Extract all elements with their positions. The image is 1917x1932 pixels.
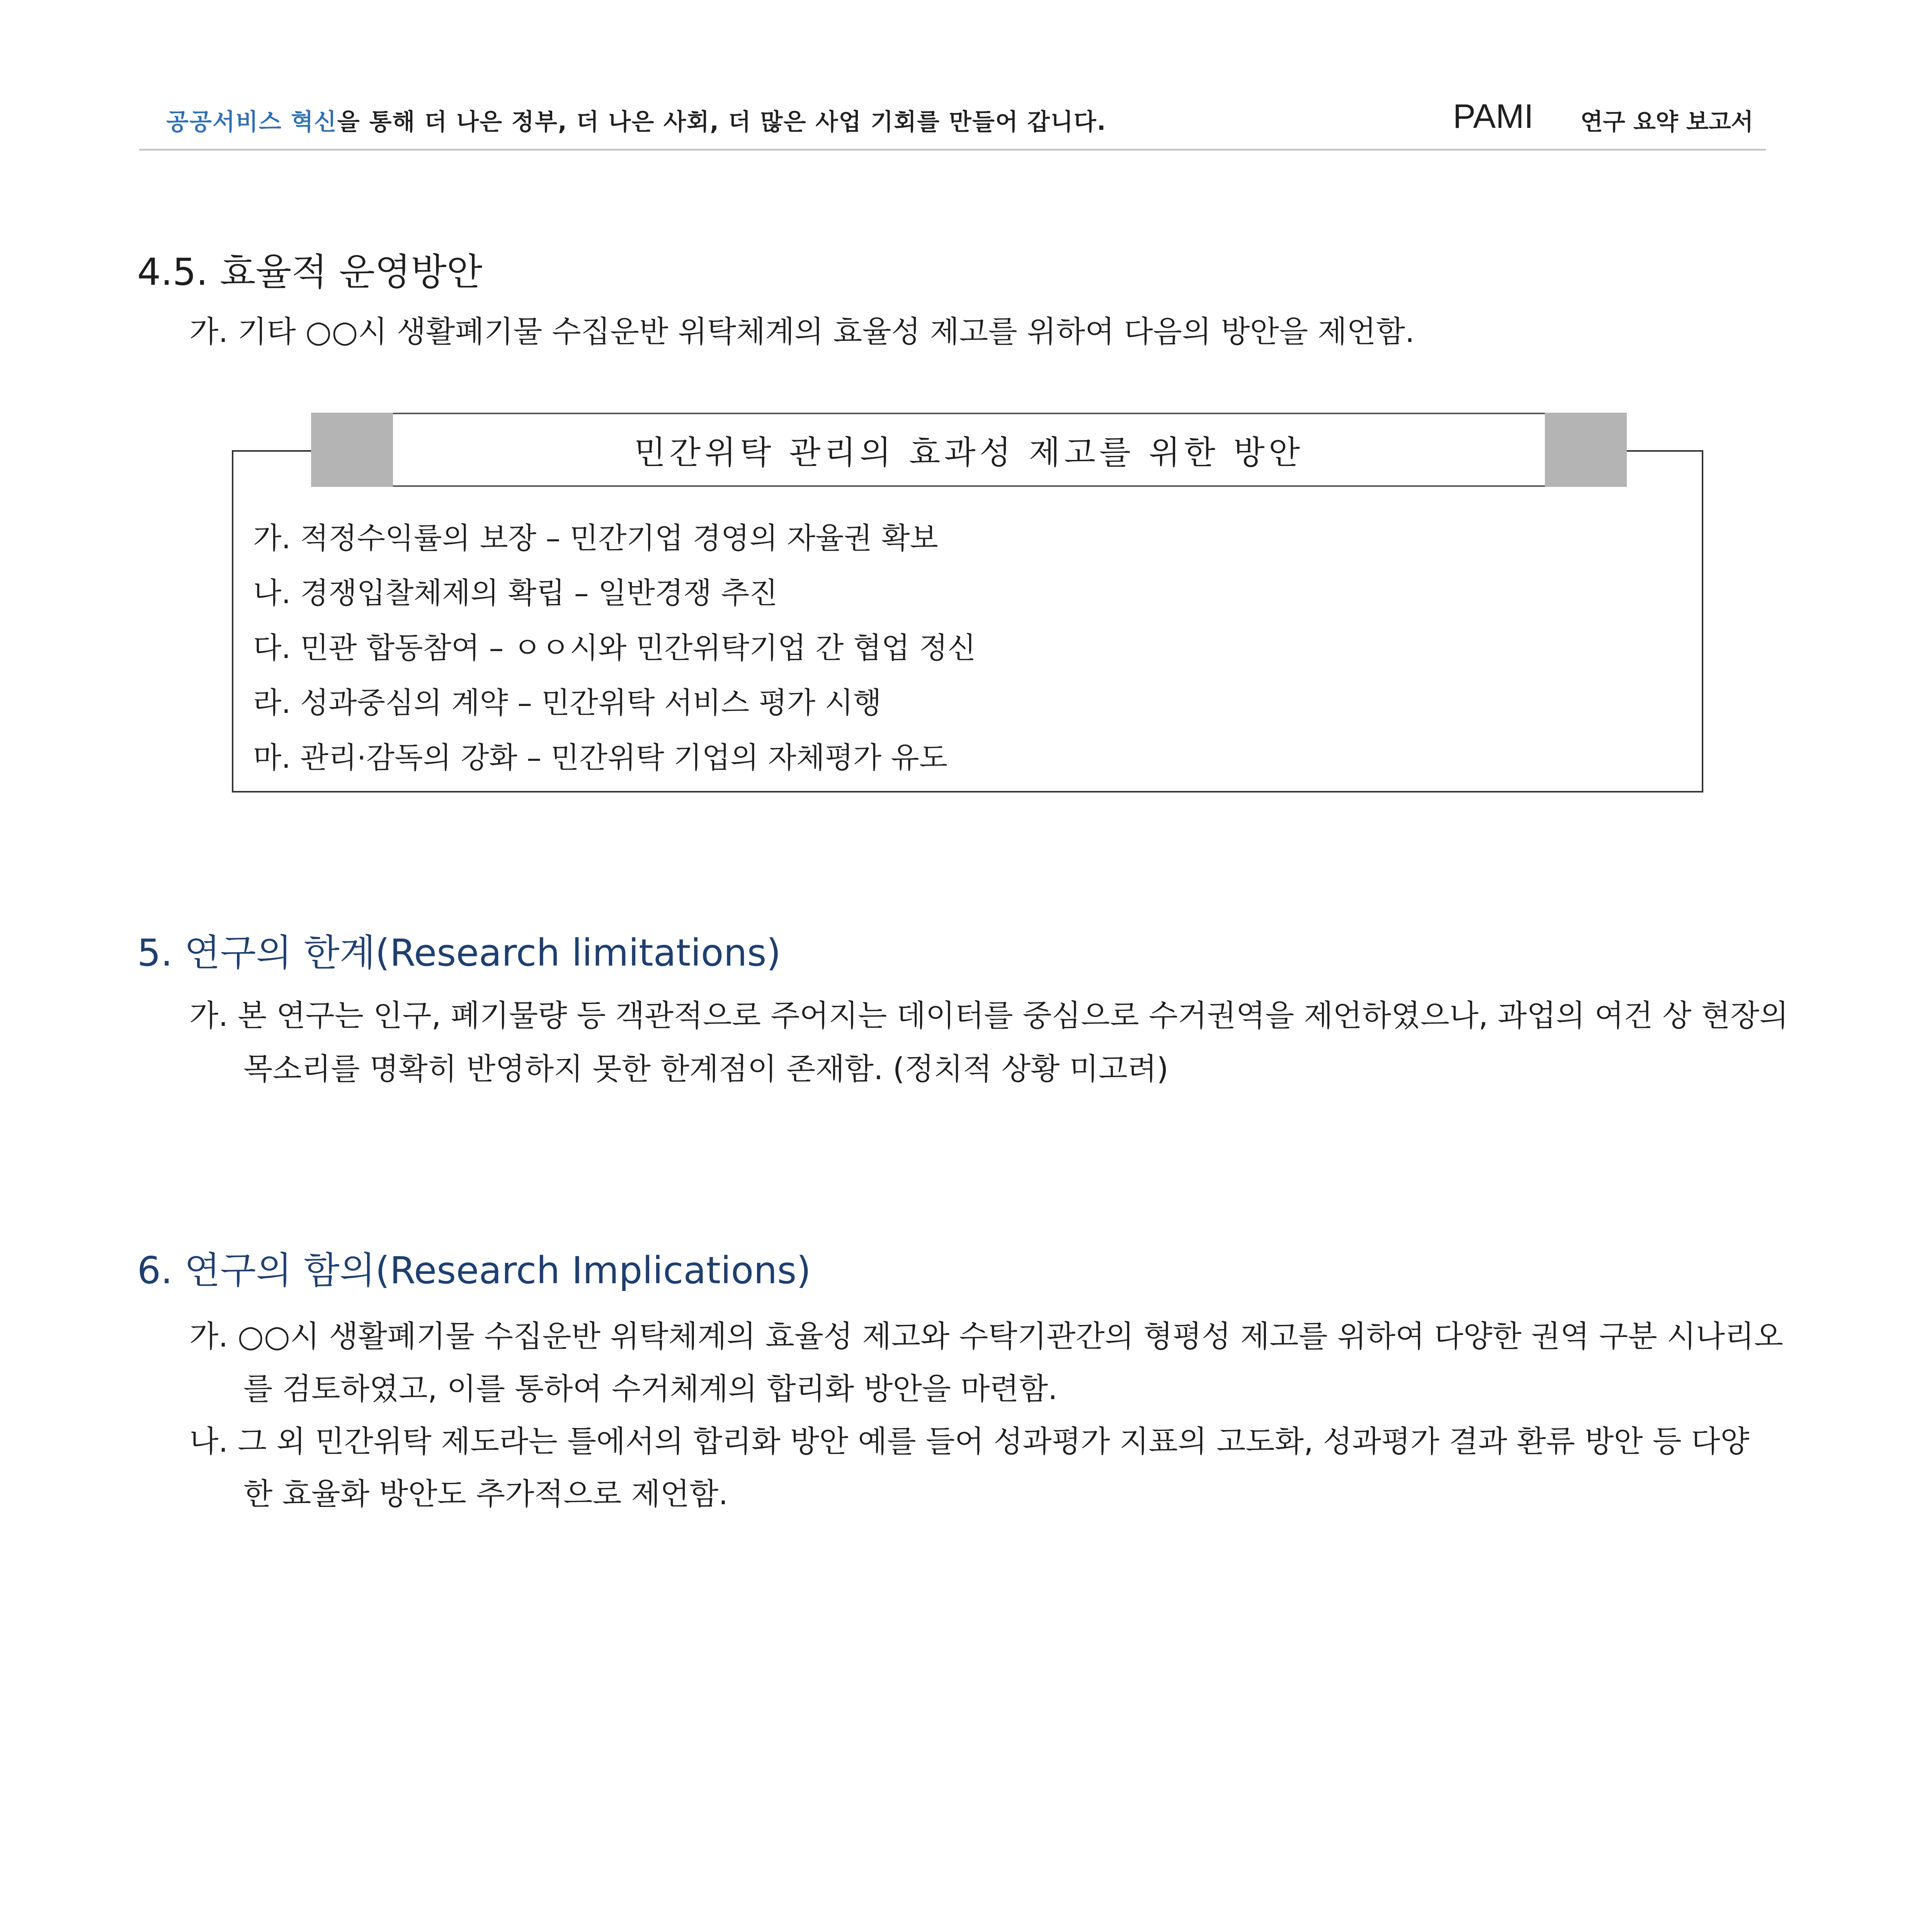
box-item: 마. 관리·감독의 강화 – 민간위탁 기업의 자체평가 유도 [253, 740, 948, 775]
section-6-b-line-2: 한 효율화 방안도 추가적으로 제언함. [243, 1477, 728, 1512]
section-4-5-heading: 4.5. 효율적 운영방안 [137, 250, 483, 294]
box-item: 가. 적정수익률의 보장 – 민간기업 경영의 자율권 확보 [253, 521, 939, 555]
section-6-a-line-2: 를 검토하였고, 이를 통하여 수거체계의 합리화 방안을 마련함. [243, 1372, 1058, 1406]
title-bar-left-accent [311, 413, 393, 487]
header-slogan [166, 104, 1106, 137]
section-5-line-1: 가. 본 연구는 인구, 폐기물량 등 객관적으로 주어지는 데이터를 중심으로 수거권역을 제언하였으나, 과업의 여건 상 현장의 [189, 998, 1789, 1033]
slogan-rest: 을 통해 더 나은 정부, 더 나은 사회, 더 많은 사업 기회를 만들어 갑니다. [337, 109, 1107, 136]
section-6-a-line-1: 가. ○○시 생활폐기물 수집운반 위탁체계의 효율성 제고와 수탁기관간의 형평성 제고를 위하여 다양한 권역 구분 시나리오 [189, 1319, 1783, 1354]
section-6-heading: 6. 연구의 함의(Research Implications) [137, 1249, 811, 1292]
section-5-heading: 5. 연구의 한계(Research limitations) [137, 931, 781, 975]
brand-logo-text: PAMI [1453, 97, 1534, 135]
box-item: 다. 민관 합동참여 – ㅇㅇ시와 민간위탁기업 간 협업 정신 [253, 631, 976, 665]
box-item: 라. 성과중심의 계약 – 민간위탁 서비스 평가 시행 [253, 685, 882, 720]
report-type: 연구 요약 보고서 [1580, 109, 1754, 136]
section-4-5-intro: 가. 기타 ○○시 생활폐기물 수집운반 위탁체계의 효율성 제고를 위하여 다음의 방안을 제언함. [189, 315, 1415, 349]
header-divider [139, 149, 1766, 151]
title-bar-right-accent [1545, 413, 1627, 487]
proposal-box-title: 민간위탁 관리의 효과성 제고를 위한 방안 [634, 433, 1304, 471]
slogan-highlight: 공공서비스 혁신 [166, 109, 337, 136]
box-item: 나. 경쟁입찰체제의 확립 – 일반경쟁 추진 [253, 576, 778, 610]
section-6-b-line-1: 나. 그 외 민간위탁 제도라는 틀에서의 합리화 방안 예를 들어 성과평가 지표의 고도화, 성과평가 결과 환류 방안 등 다양 [189, 1424, 1750, 1459]
section-5-line-2: 목소리를 명확히 반영하지 못한 한계점이 존재함. (정치적 상황 미고려) [243, 1052, 1169, 1087]
